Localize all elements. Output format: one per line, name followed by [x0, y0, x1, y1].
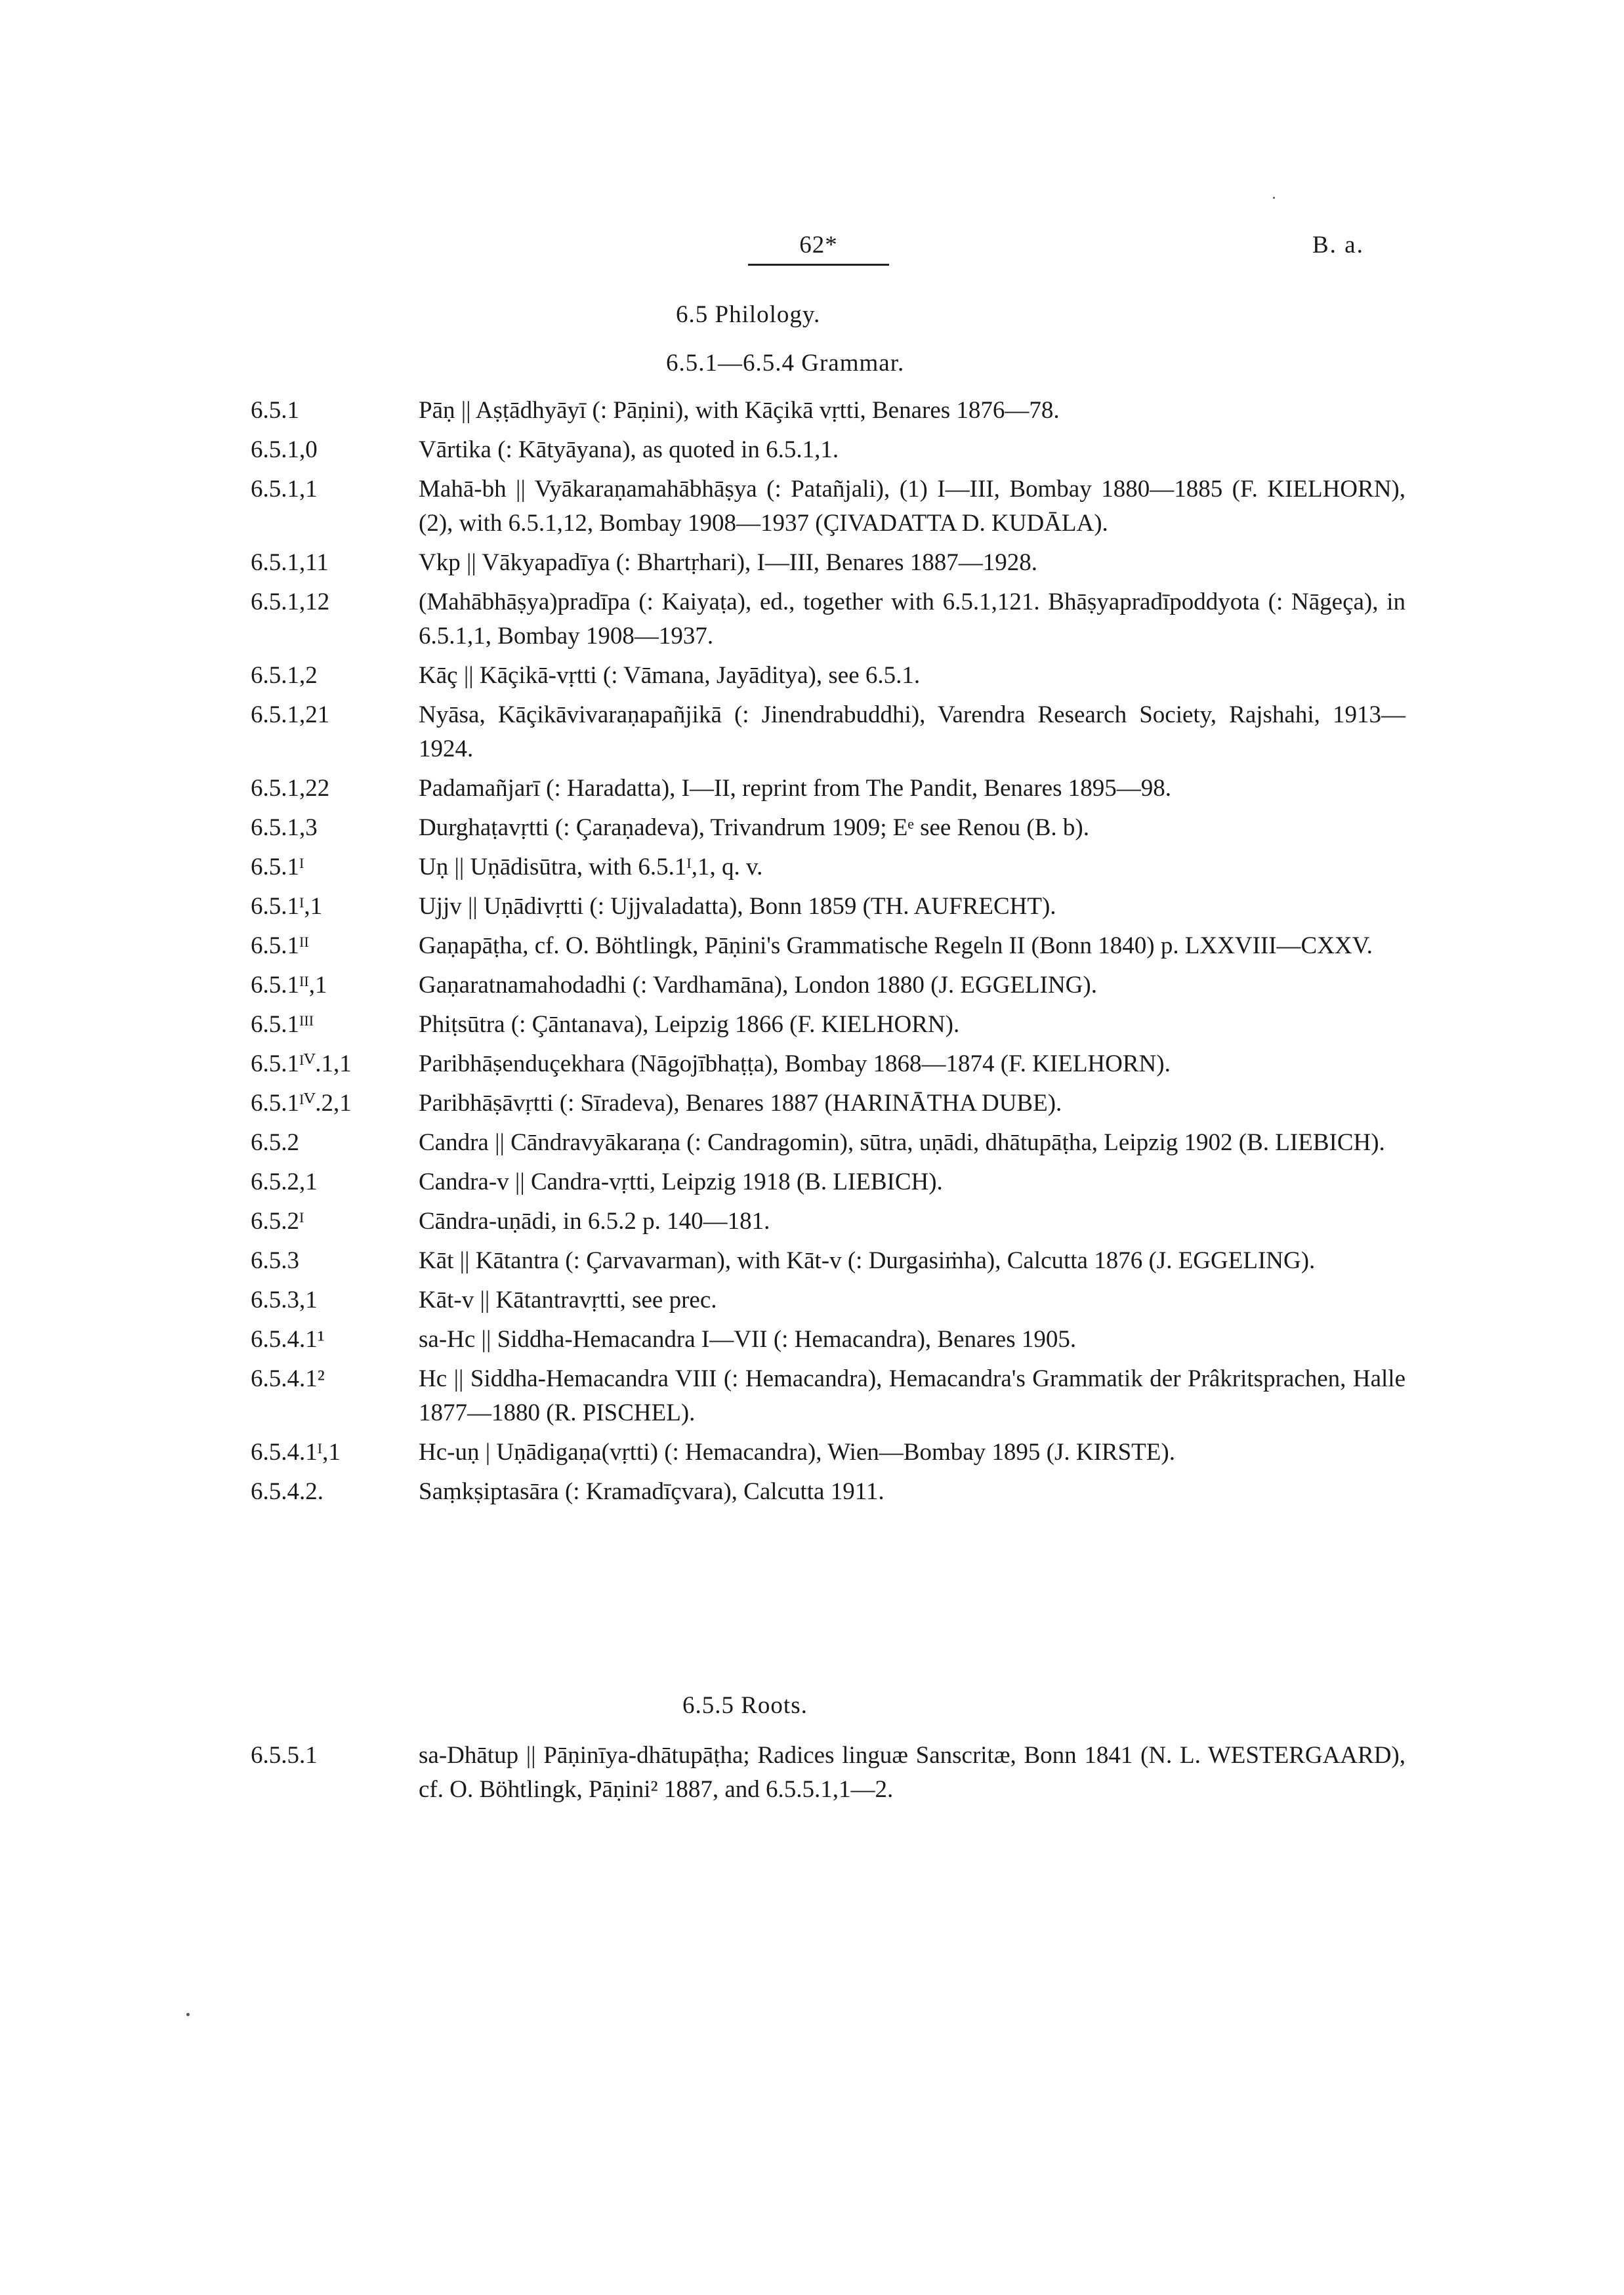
section-mark: B. a.: [1312, 232, 1364, 258]
entry-text: Vkp || Vākyapadīya (: Bhartṛhari), I—III, Benares 1887—1928.: [419, 549, 1037, 576]
entry-row: [251, 1205, 1405, 1239]
entry-text: Kāç || Kāçikā-vṛtti (: Vāmana, Jayāditya), see 6.5.1.: [419, 662, 921, 689]
entry-row: [251, 1362, 1405, 1430]
entry-text: Candra-v || Candra-vṛtti, Leipzig 1918 (B. LIEBICH).: [419, 1168, 943, 1195]
entry-number: 6.5.1ᴵⱽ.2,1: [251, 1090, 352, 1117]
entry-number: 6.5.1ᴵ: [251, 854, 304, 880]
entry-text: Phiṭsūtra (: Çāntanava), Leipzig 1866 (F. KIELHORN).: [419, 1011, 960, 1038]
entry-row: [251, 1047, 1405, 1081]
entry-text: Uṇ || Uṇādisūtra, with 6.5.1ᴵ,1, q. v.: [419, 854, 763, 880]
entry-number: 6.5.4.1²: [251, 1365, 325, 1392]
entry-text: Nyāsa, Kāçikāvivaraṇapañjikā (: Jinendrabuddhi), Varendra Research Society, Rajshahi, 1913—1924.: [419, 701, 1405, 762]
entry-number: 6.5.1,21: [251, 701, 330, 728]
entry-number: 6.5.3,1: [251, 1287, 318, 1313]
entry-row: [251, 1436, 1405, 1470]
entry-number: 6.5.1ᴵᴵ,1: [251, 972, 327, 999]
entry-number: 6.5.1,3: [251, 814, 318, 841]
entry-text: (Mahābhāṣya)pradīpa (: Kaiyaṭa), ed., together with 6.5.1,121. Bhāṣyapradīpoddyota (: Nāgeça), in 6.5.1,1, Bombay 1908—1937.: [419, 589, 1405, 650]
entry-number: 6.5.2ᴵ: [251, 1208, 304, 1235]
entry-number: 6.5.3: [251, 1247, 299, 1274]
entry-row: [251, 472, 1405, 541]
entry-text: Paribhāṣenduçekhara (Nāgojībhaṭṭa), Bombay 1868—1874 (F. KIELHORN).: [419, 1050, 1171, 1077]
print-speck: [1273, 197, 1275, 199]
entry-text: Candra || Cāndravyākaraṇa (: Candragomin), sūtra, uṇādi, dhātupāṭha, Leipzig 1902 (B. LIEBICH).: [419, 1129, 1385, 1156]
entry-number: 6.5.1ᴵ,1: [251, 893, 323, 920]
entry-number: 6.5.5.1: [251, 1742, 318, 1769]
entry-number: 6.5.1ᴵᴵ: [251, 932, 309, 959]
entry-number: 6.5.1,1: [251, 476, 318, 503]
entry-text: Cāndra-uṇādi, in 6.5.2 p. 140—181.: [419, 1208, 770, 1235]
entry-text: Hc-uṇ | Uṇādigaṇa(vṛtti) (: Hemacandra), Wien—Bombay 1895 (J. KIRSTE).: [419, 1439, 1175, 1466]
entry-text: Kāt || Kātantra (: Çarvavarman), with Kāt-v (: Durgasiṁha), Calcutta 1876 (J. EGGELING).: [419, 1247, 1316, 1274]
entry-text: sa-Hc || Siddha-Hemacandra I—VII (: Hemacandra), Benares 1905.: [419, 1326, 1077, 1353]
entry-row: [251, 968, 1405, 1003]
entry-text: Pāṇ || Aṣṭādhyāyī (: Pāṇini), with Kāçikā vṛtti, Benares 1876—78.: [419, 397, 1060, 424]
entry-row: [251, 1475, 1405, 1509]
entry-text: Gaṇapāṭha, cf. O. Böhtlingk, Pāṇini's Grammatische Regeln II (Bonn 1840) p. LXXVIII—CXXV.: [419, 932, 1373, 959]
entry-row: [251, 546, 1405, 580]
entry-row: [251, 1283, 1405, 1317]
entry-row: [251, 890, 1405, 924]
page-number: 62*: [799, 232, 838, 258]
heading-philology: 6.5 Philology.: [676, 301, 821, 328]
entry-text: Hc || Siddha-Hemacandra VIII (: Hemacandra), Hemacandra's Grammatik der Prâkritsprachen, Halle 1877—1880 (R. PISCHEL).: [419, 1365, 1405, 1426]
entry-number: 6.5.1: [251, 397, 299, 424]
roots-entry-list: [251, 1739, 1405, 1812]
heading-grammar: 6.5.1—6.5.4 Grammar.: [666, 350, 905, 377]
entry-row: [251, 1165, 1405, 1199]
entry-number: 6.5.1,2: [251, 662, 318, 689]
entry-row: [251, 1008, 1405, 1042]
entry-row: [251, 394, 1405, 428]
entry-number: 6.5.1,22: [251, 775, 330, 802]
entry-text: sa-Dhātup || Pāṇinīya-dhātupāṭha; Radices linguæ Sanscritæ, Bonn 1841 (N. L. WESTERGAARD), cf. O. Böhtlingk, Pāṇini² 1887, and 6.5.5.1,1—2.: [419, 1742, 1405, 1803]
entry-text: Durghaṭavṛtti (: Çaraṇadeva), Trivandrum 1909; Eᵉ see Renou (B. b).: [419, 814, 1089, 841]
page-number-rule: [748, 264, 889, 266]
entry-number: 6.5.1ᴵᴵᴵ: [251, 1011, 314, 1038]
entry-text: Padamañjarī (: Haradatta), I—II, reprint from The Pandit, Benares 1895—98.: [419, 775, 1171, 802]
entry-number: 6.5.1,11: [251, 549, 329, 576]
entry-row: [251, 1126, 1405, 1160]
heading-roots: 6.5.5 Roots.: [682, 1692, 808, 1719]
entry-row: [251, 698, 1405, 766]
entry-number: 6.5.2: [251, 1129, 299, 1156]
entry-number: 6.5.4.1¹: [251, 1326, 325, 1353]
print-speck: [186, 2013, 190, 2016]
entry-row: [251, 929, 1405, 963]
entry-text: Paribhāṣāvṛtti (: Sīradeva), Benares 1887 (HARINĀTHA DUBE).: [419, 1090, 1062, 1117]
entry-number: 6.5.2,1: [251, 1168, 318, 1195]
entry-row: [251, 850, 1405, 884]
entry-text: Kāt-v || Kātantravṛtti, see prec.: [419, 1287, 717, 1313]
entry-number: 6.5.4.2.: [251, 1478, 323, 1505]
entry-number: 6.5.1,12: [251, 589, 330, 615]
entry-row: [251, 1244, 1405, 1278]
entry-number: 6.5.1ᴵⱽ.1,1: [251, 1050, 352, 1077]
entry-row: [251, 772, 1405, 806]
entry-row: [251, 1086, 1405, 1121]
entry-text: Ujjv || Uṇādivṛtti (: Ujjvaladatta), Bonn 1859 (TH. AUFRECHT).: [419, 893, 1056, 920]
entry-row: [251, 433, 1405, 467]
entry-row: [251, 1739, 1405, 1807]
entry-text: Gaṇaratnamahodadhi (: Vardhamāna), London 1880 (J. EGGELING).: [419, 972, 1097, 999]
entry-text: Mahā-bh || Vyākaraṇamahābhāṣya (: Patañjali), (1) I—III, Bombay 1880—1885 (F. KIELHORN), (2), with 6.5.1,12, Bombay 1908—1937 (ÇIVADATTA D. KUDĀLA).: [419, 476, 1405, 537]
entry-row: [251, 659, 1405, 693]
entry-number: 6.5.4.1ᴵ,1: [251, 1439, 341, 1466]
entry-text: Vārtika (: Kātyāyana), as quoted in 6.5.1,1.: [419, 436, 839, 463]
grammar-entry-list: [251, 394, 1405, 1514]
entry-row: [251, 585, 1405, 653]
entry-row: [251, 811, 1405, 845]
entry-text: Saṃkṣiptasāra (: Kramadīçvara), Calcutta 1911.: [419, 1478, 885, 1505]
entry-row: [251, 1323, 1405, 1357]
entry-number: 6.5.1,0: [251, 436, 318, 463]
